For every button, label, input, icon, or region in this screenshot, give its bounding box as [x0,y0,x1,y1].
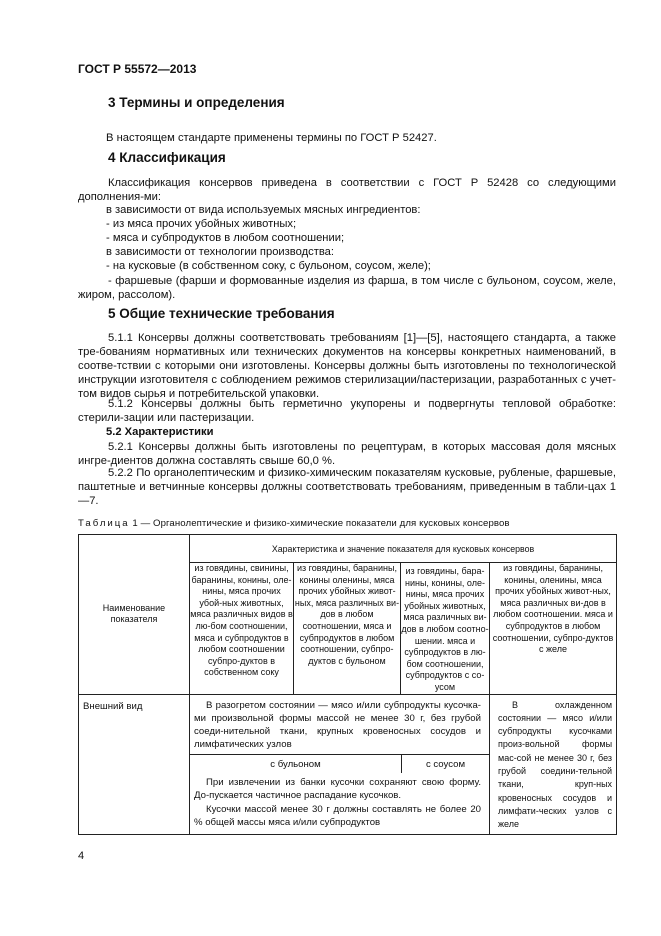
page-number: 4 [78,850,85,862]
section-5-title: 5 Общие технические требования [108,306,335,321]
classification-line: - из мяса прочих убойных животных; [106,218,297,230]
table-1 [78,534,617,835]
header-indicator-name: Наименование показателя [79,535,190,695]
appearance-heated-text: В разогретом состоянии — мясо и/или субпродукты кусочка-ми произвольной формы массой не менее 30 г, без грубой соеди-нительной ткани, крупных кровеносных сосудов и лимфатических узлов [194,699,481,751]
row-name-appearance: Внешний вид [79,694,190,834]
paragraph-5-1-2: 5.1.2 Консервы должны быть герметично укупорены и подвергнуты тепловой обработке: стерили-зации или пастеризации. [78,398,616,424]
table-caption [78,518,510,529]
subheader-sauce: из говядины, бара-нины, конины, оле-нины, мяса прочих убойных животных, мяса различных ви-дов в любом соотно-шении. мяса и субпродуктов в лю-бом соотношении, субпродуктов с со-усом [401,563,490,695]
section-3-title: 3 Термины и определения [108,95,285,110]
row-appearance-main [190,694,490,834]
row-appearance-jelly: В охлажденном состоянии — мясо и/или субпродукты кусочками произ-вольной формы мас-сой не менее 30 г, без грубой соедини-тельной ткани, круп-ных кровеносных сосудов и лимфати-ческих узлов с желе [490,694,617,834]
table-caption-text: 1 — Органолептические и физико-химические показатели для кусковых консервов [132,518,510,529]
section-3-text: В настоящем стандарте применены термины по ГОСТ Р 52427. [106,132,437,145]
label-with-broth: с бульоном [190,755,402,773]
section-4-title: 4 Классификация [108,150,226,165]
paragraph-5-2-1: 5.2.1 Консервы должны быть изготовлены по рецептурам, в которых массовая доля мясных ингре-диентов должна составлять свыше 60,0 %. [78,441,616,467]
paragraph-5-2-2: 5.2.2 По органолептическим и физико-химическим показателям кусковые, рубленые, фаршевые, паштетные и ветчинные консервы должны соответствовать требованиям, приведенным в табли-цах 1—7. [78,467,616,507]
appearance-extract-text: При извлечении из банки кусочки сохраняют свою форму. До-пускается частичное распадание кусочков. [194,777,481,802]
label-with-sauce: с соусом [425,758,466,770]
classification-line-last: - фаршевые (фарши и формованные изделия из фарша, в том числе с бульоном, соусом, желе, жиром, рассолом). [78,275,616,301]
subheader-broth: из говядины, баранины, конины оленины, мяса прочих убойных живот-ных, мяса различных ви-дов в любом соотношении, мяса и субпродуктов в любом соотношении, субпро-дуктов с бульоном [294,563,401,695]
classification-line: - на кусковые (в собственном соку, с бульоном, соусом, желе); [106,260,431,272]
classification-line: в зависимости от вида используемых мясных ингредиентов: [106,204,421,216]
subheader-jelly: из говядины, баранины, конины, оленины, мяса прочих убойных живот-ных, мяса различных ви-дов в любом соотношении. мяса и субпродуктов в любом соотношении, субпро-дуктов с желе [490,563,617,695]
classification-line: - мяса и субпродуктов в любом соотношении; [106,232,345,244]
section-4-intro: Классификация консервов приведена в соответствии с ГОСТ Р 52428 со следующими дополнения-ми: [78,177,616,203]
classification-line: в зависимости от технологии производства: [106,246,334,258]
table-caption-word: Таблица [78,518,130,529]
subheader-own-juice: из говядины, свинины, баранины, конины, оле-нины, мяса прочих убой-ных животных, мяса различных видов в лю-бом соотношении, мяса и субпродуктов в любом соотношении субпро-дуктов в собственном соку [190,563,294,695]
appearance-small-pieces-text: Кусочки массой менее 30 г должны составлять не более 20 % общей массы мяса и/или субпродуктов [194,803,481,828]
document-header: ГОСТ Р 55572—2013 [78,62,197,76]
header-group: Характеристика и значение показателя для кусковых консервов [190,535,617,563]
paragraph-5-1-1: 5.1.1 Консервы должны соответствовать требованиям [1]—[5], настоящего стандарта, а также тре-бованиям нормативных или технических документов на консервы конкретных наименований, в соотве-тствии с которыми они изготовлены. Консервы должны быть изготовлены по технологической инструкции изготовителя с соблюдением режимов стерилизации/пастеризации, разработанных с учет-том видов сырья и потребительской упаковки. [78,332,616,400]
broth-sauce-split [190,754,489,773]
subsection-5-2-title: 5.2 Характеристики [106,426,214,438]
